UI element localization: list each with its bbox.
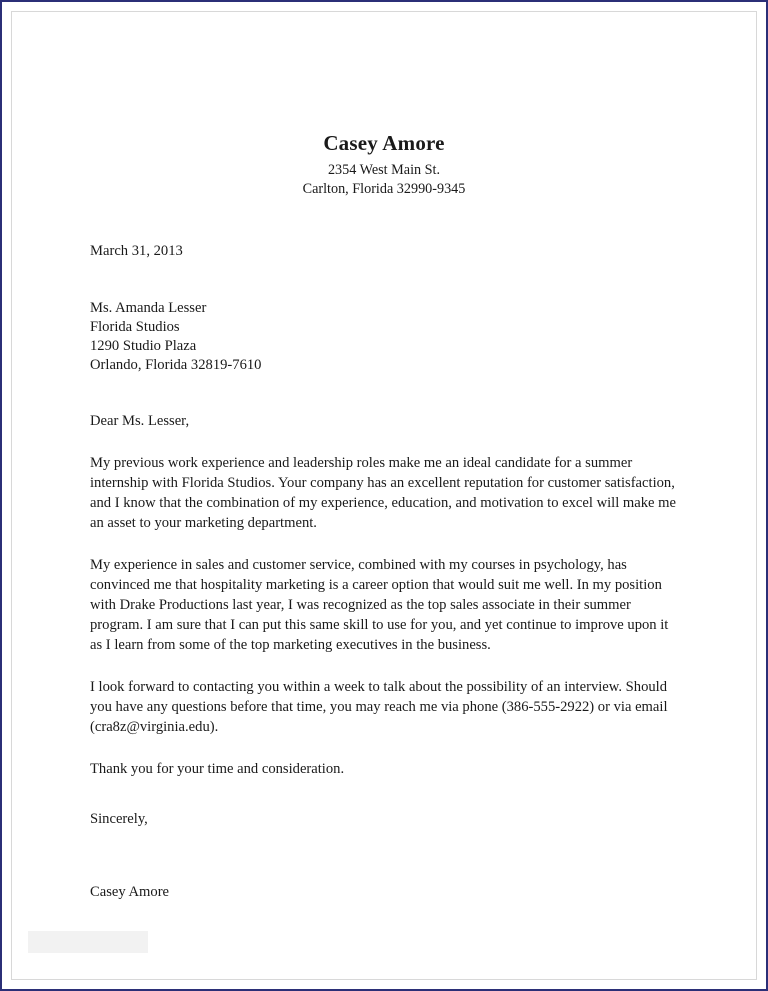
sender-city-state-zip: Carlton, Florida 32990-9345 [302, 180, 466, 197]
letterhead [90, 130, 678, 198]
body-paragraph-3: I look forward to contacting you within a week to talk about the possibility of an interview. Should you have any questions before that time, you may reach me via phone (386-555-2922) or via email (cra8z@virginia.edu). [90, 678, 668, 735]
recipient-city-state-zip: Orlando, Florida 32819-7610 [90, 357, 262, 374]
letter-page [11, 11, 757, 980]
body-paragraph-1: My previous work experience and leadership roles make me an ideal candidate for a summer internship with Florida Studios. Your company has an excellent reputation for customer satisfaction, and I know that the combination of my experience, education, and motivation to excel will make me an asset to your marketing department. [90, 454, 677, 531]
salutation: Dear Ms. Lesser, [90, 412, 190, 429]
body-paragraph-2: My experience in sales and customer service, combined with my courses in psychology, has convinced me that hospitality marketing is a career option that would suit me well. In my position with Drake Productions last year, I was recognized as the top sales associate in their summer program. I am sure that I can put this same skill to use for you, and yet continue to improve upon it as I learn from some of the top marketing executives in the business. [90, 556, 669, 653]
letter-content [12, 12, 756, 979]
body-paragraph-4: Thank you for your time and consideration. [90, 760, 345, 777]
recipient-name: Ms. Amanda Lesser [90, 299, 207, 316]
sender-street: 2354 West Main St. [327, 161, 441, 178]
closing: Sincerely, [90, 810, 148, 827]
page-artifact [28, 931, 148, 953]
sender-name: Casey Amore [323, 131, 445, 155]
recipient-company: Florida Studios [90, 318, 180, 335]
recipient-block [90, 299, 678, 376]
signature-name: Casey Amore [90, 884, 170, 901]
recipient-street: 1290 Studio Plaza [90, 338, 197, 355]
letter-date: March 31, 2013 [90, 243, 183, 260]
